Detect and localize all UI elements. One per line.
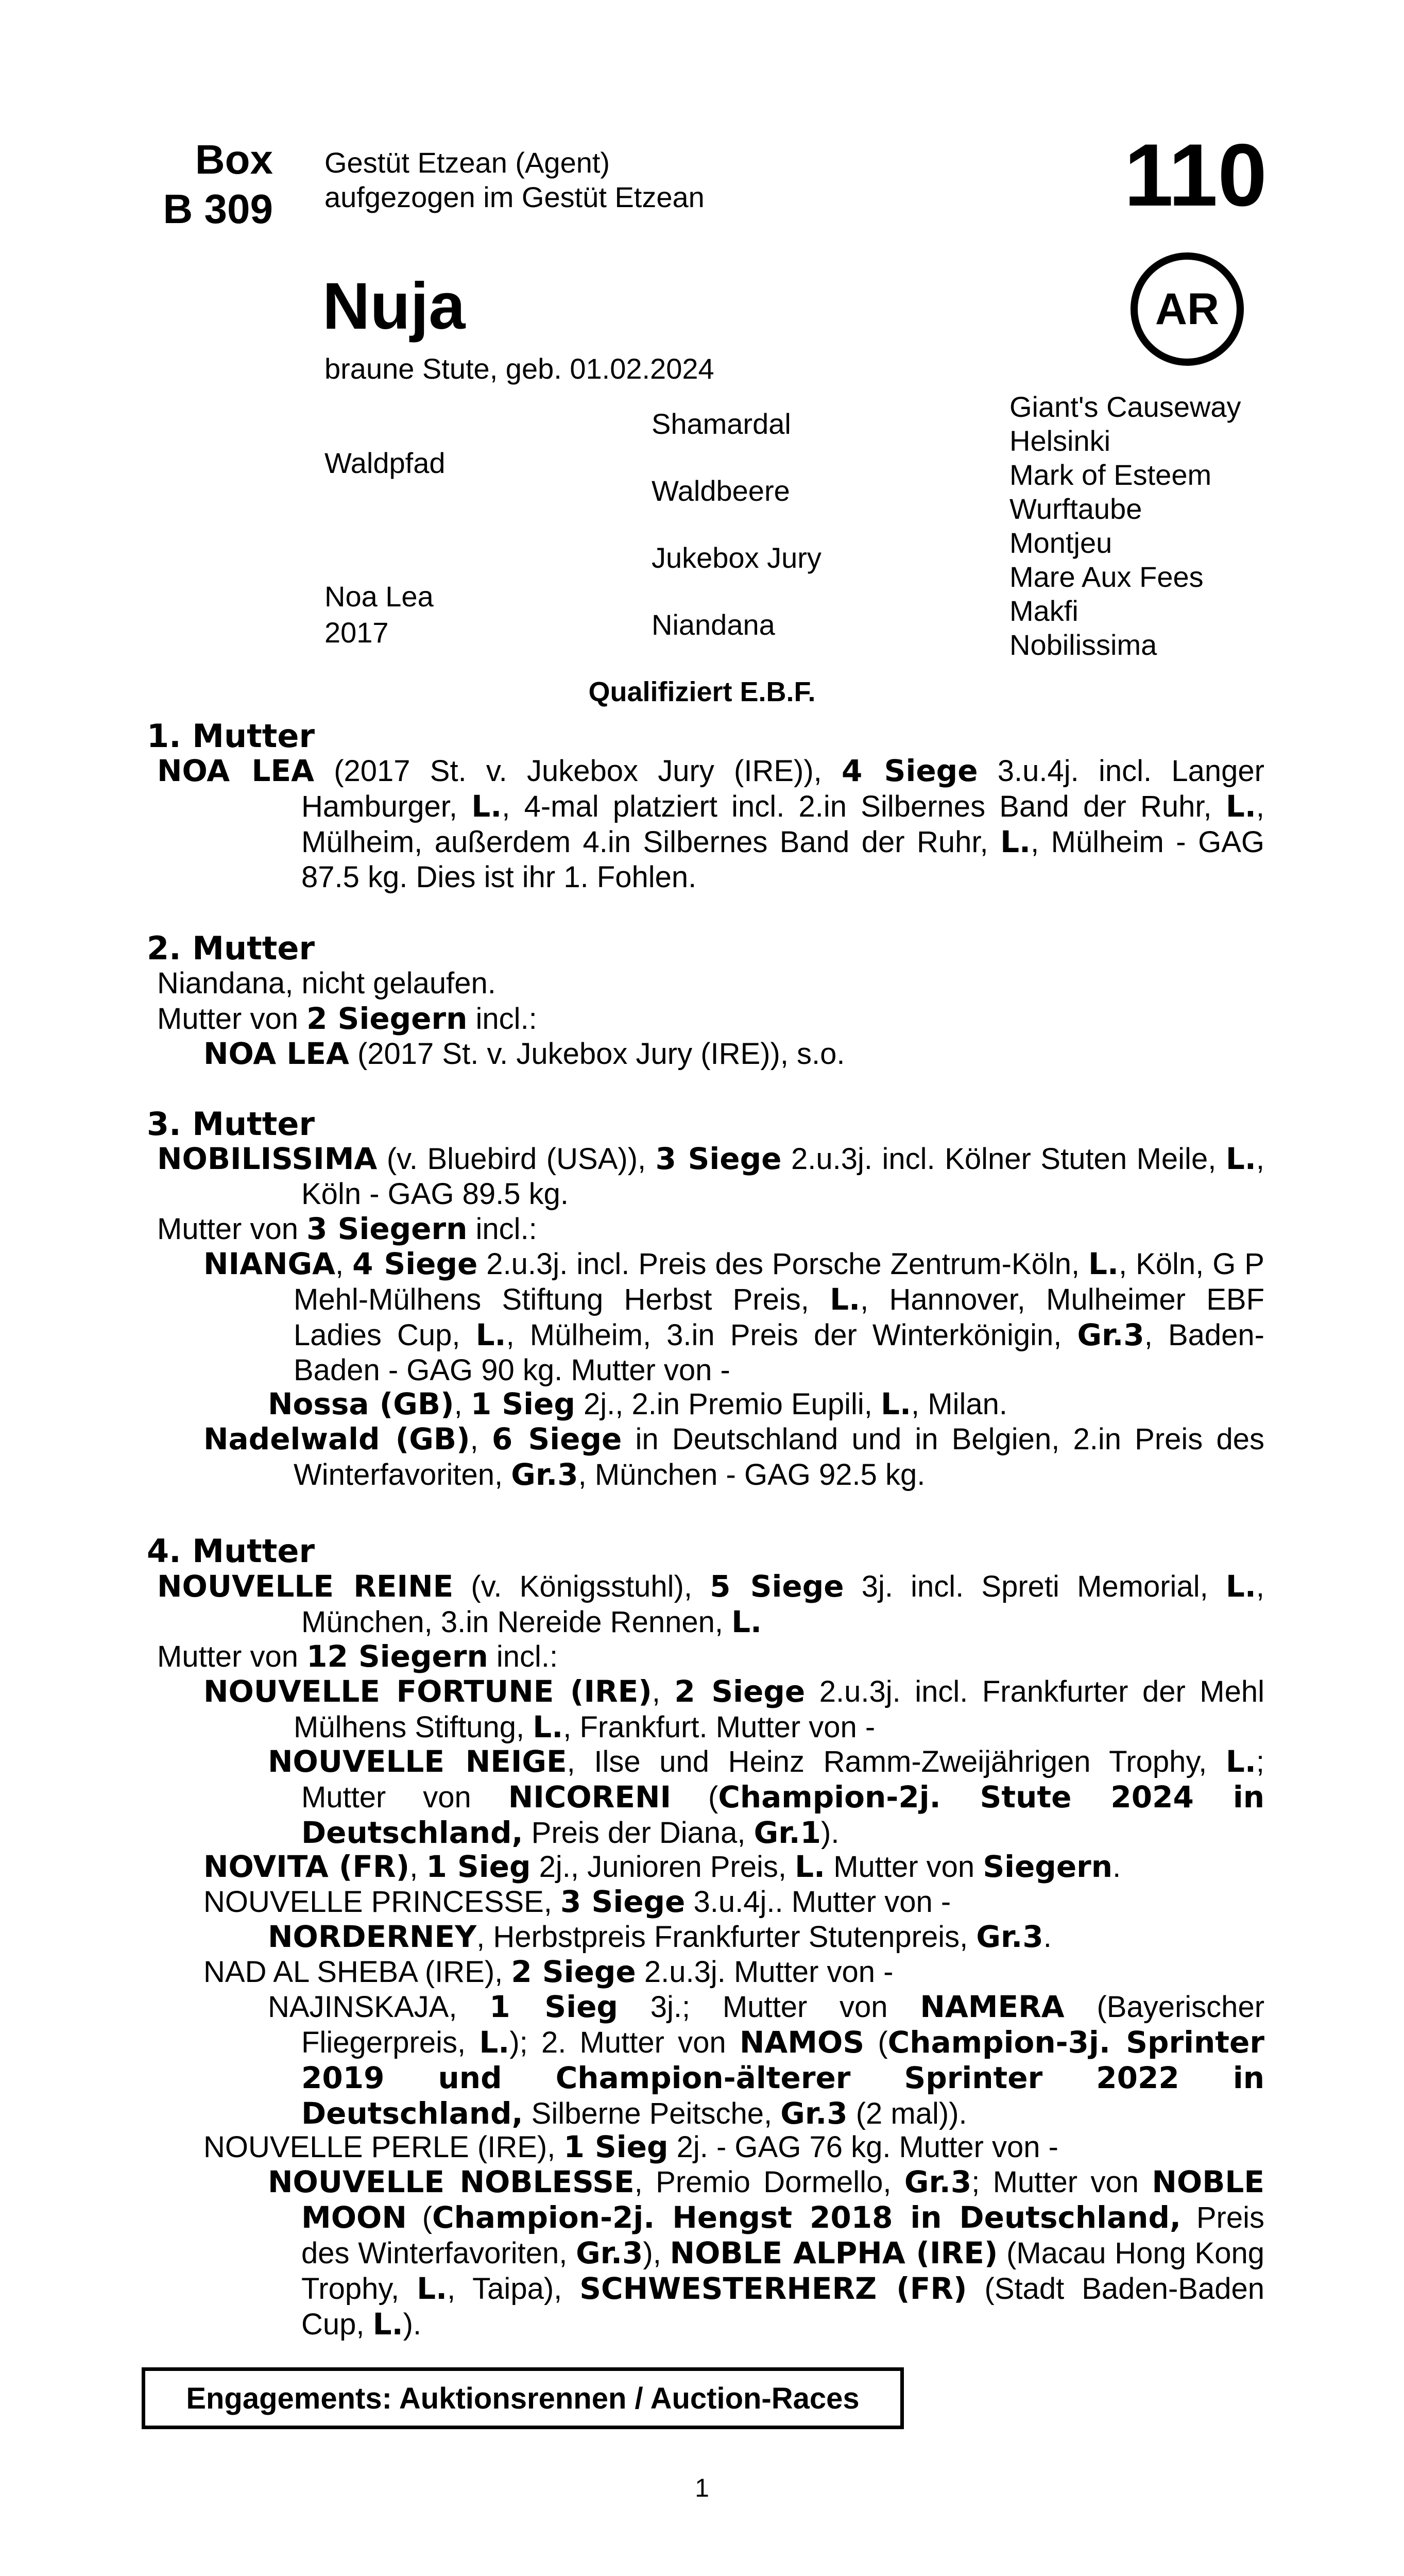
bold-text-run: Gr.3: [976, 1919, 1043, 1954]
text-run: (: [406, 2201, 433, 2234]
box-label: [103, 135, 273, 234]
text-run: (Bayerischer Fliegerpreis,: [301, 1990, 1265, 2059]
mutter4-offspring-neige: [268, 1744, 1264, 1851]
text-run: 3j. incl. Spreti Memorial,: [844, 1570, 1226, 1603]
bold-text-run: NICORENI: [508, 1780, 672, 1815]
text-run: .: [1043, 1920, 1052, 1954]
mutter4-offspring-najinskaja: [268, 1989, 1264, 2131]
bold-text-run: 1 Sieg: [563, 2129, 669, 2164]
text-run: , Milan.: [911, 1387, 1007, 1421]
text-run: (2017 St. v. Jukebox Jury (IRE)), s.o.: [349, 1037, 845, 1071]
section-title-mutter-4: 4. Mutter: [147, 1532, 315, 1570]
text-run: NAJINSKAJA,: [268, 1990, 490, 2024]
text-run: (v. Königsstuhl),: [453, 1570, 710, 1603]
text-run: ,: [409, 1850, 426, 1884]
bold-text-run: L.: [1088, 1246, 1119, 1281]
bold-text-run: Champion-3j. Sprinter 2019 und Champion-älterer Sprinter 2022 in Deutschland,: [301, 2025, 1264, 2131]
bold-text-run: 2 Siege: [674, 1674, 806, 1709]
mutter4-entry: [157, 1569, 1264, 1640]
bold-text-run: NOUVELLE REINE: [157, 1569, 454, 1604]
text-run: (2 mal)).: [847, 2097, 967, 2130]
text-run: , 4-mal platziert incl. 2.in Silbernes Band der Ruhr,: [502, 790, 1226, 823]
bold-text-run: L.: [1225, 1744, 1256, 1779]
pedigree-gen3-item: Makfi: [1009, 595, 1078, 627]
pedigree-gen3-item: Nobilissima: [1009, 629, 1157, 661]
text-run: , Baden-Baden - GAG 90 kg. Mutter von -: [294, 1318, 1265, 1387]
ar-badge-text: AR: [1155, 284, 1220, 334]
text-run: in Deutschland und in Belgien, 2.in Preis des Winterfavoriten,: [294, 1422, 1264, 1492]
ar-badge: [1131, 252, 1244, 366]
horse-name: Nuja: [322, 269, 466, 343]
text-run: incl.:: [467, 1212, 537, 1246]
bold-text-run: NORDERNEY: [268, 1919, 477, 1954]
mutter1-entry: [157, 753, 1264, 895]
bold-text-run: NOBILISSIMA: [157, 1141, 378, 1176]
mutter3-offspring-intro: [157, 1211, 537, 1247]
text-run: , Hannover, Mulheimer EBF Ladies Cup,: [294, 1283, 1264, 1352]
text-run: , Frankfurt. Mutter von -: [563, 1710, 876, 1744]
mutter4-offspring-fortune: [203, 1674, 1264, 1745]
bold-text-run: L.: [1225, 789, 1256, 824]
bold-text-run: 2 Siegern: [306, 1001, 468, 1036]
text-run: NOUVELLE PRINCESSE,: [203, 1885, 560, 1919]
bold-text-run: 1 Sieg: [470, 1386, 575, 1421]
bold-text-run: Nossa (GB): [268, 1386, 454, 1421]
text-run: (v. Bluebird (USA)),: [377, 1142, 656, 1176]
bold-text-run: NOA LEA: [157, 753, 314, 788]
text-run: (: [864, 2026, 888, 2059]
mutter2-line2: [157, 1001, 537, 1037]
text-run: 3j.; Mutter von: [618, 1990, 920, 2024]
bold-text-run: L.: [1000, 824, 1031, 859]
text-run: , München - GAG 92.5 kg.: [578, 1458, 926, 1492]
bold-text-run: 3 Siegern: [306, 1211, 468, 1246]
text-run: 2j., 2.in Premio Eupili,: [575, 1387, 881, 1421]
bold-text-run: 3 Siege: [560, 1884, 686, 1919]
bold-text-run: NOUVELLE FORTUNE (IRE): [203, 1674, 652, 1709]
pedigree-gen2-2: Waldbeere: [652, 474, 790, 507]
text-run: ,: [454, 1387, 471, 1421]
text-run: , Premio Dormello,: [634, 2165, 904, 2199]
bold-text-run: Siegern: [983, 1849, 1113, 1884]
bold-text-run: NOBLE MOON: [301, 2164, 1265, 2235]
pedigree-gen3-item: Giant's Causeway: [1009, 391, 1241, 423]
bold-text-run: Gr.3: [904, 2164, 972, 2199]
text-run: ,: [652, 1675, 675, 1708]
text-run: (: [671, 1781, 718, 1814]
section-title-mutter-2: 2. Mutter: [147, 929, 315, 967]
bold-text-run: L.: [830, 1282, 861, 1317]
mutter3-offspring-nadelwald: [203, 1421, 1264, 1493]
text-run: , Mülheim - GAG 87.5 kg. Dies ist ihr 1. Fohlen.: [301, 825, 1264, 894]
text-run: ,: [470, 1422, 492, 1456]
bold-text-run: Gr.3: [780, 2096, 848, 2131]
bold-text-run: L.: [479, 2025, 510, 2060]
text-run: (Stadt Baden-Baden Cup,: [301, 2272, 1264, 2341]
mutter4-offspring-perle: [203, 2129, 1058, 2165]
pedigree-gen3: [1009, 390, 1241, 662]
pedigree-gen3-item: Mare Aux Fees: [1009, 561, 1204, 593]
text-run: Mutter von: [157, 1002, 307, 1036]
text-run: , Mülheim, außerdem 4.in Silbernes Band der Ruhr,: [301, 790, 1264, 859]
section-title-mutter-3: 3. Mutter: [147, 1105, 315, 1143]
bold-text-run: NOUVELLE NOBLESSE: [268, 2164, 635, 2199]
text-run: Mutter von: [825, 1850, 983, 1884]
mutter4-offspring-norderney: [268, 1919, 1052, 1955]
text-run: ; Mutter von: [971, 2165, 1152, 2199]
bold-text-run: Gr.3: [511, 1457, 578, 1492]
text-run: ),: [643, 2236, 670, 2270]
bold-text-run: 4 Siege: [842, 753, 978, 788]
bold-text-run: Gr.1: [754, 1815, 821, 1850]
text-run: Niandana, nicht gelaufen.: [157, 967, 496, 1000]
bold-text-run: NOVITA (FR): [203, 1849, 410, 1884]
consignor: Gestüt Etzean (Agent): [324, 146, 610, 179]
text-run: , Köln - GAG 89.5 kg.: [301, 1142, 1264, 1211]
bold-text-run: 2 Siege: [511, 1954, 636, 1989]
bold-text-run: L.: [372, 2307, 403, 2342]
pedigree-gen2-4: Niandana: [652, 608, 775, 641]
pedigree-gen3-item: Wurftaube: [1009, 493, 1142, 525]
pedigree-gen3-item: Helsinki: [1009, 425, 1111, 457]
text-run: , Mülheim, 3.in Preis der Winterkönigin,: [506, 1318, 1077, 1352]
bold-text-run: 3 Siege: [655, 1141, 782, 1176]
text-run: , Taipa),: [447, 2272, 580, 2306]
bold-text-run: Champion-2j. Stute 2024 in Deutschland,: [301, 1780, 1264, 1850]
text-run: ; Mutter von: [301, 1745, 1264, 1814]
bold-text-run: NOA LEA: [203, 1036, 349, 1071]
bold-text-run: Nadelwald (GB): [203, 1421, 470, 1456]
text-run: , Ilse und Heinz Ramm-Zweijährigen Trophy,: [567, 1745, 1226, 1778]
text-run: Mutter von: [157, 1212, 307, 1246]
pedigree-dam: Noa Lea: [324, 580, 434, 613]
bold-text-run: 5 Siege: [710, 1569, 844, 1604]
section-title-mutter-1: 1. Mutter: [147, 717, 315, 755]
text-run: incl.:: [488, 1640, 558, 1673]
bold-text-run: L.: [881, 1386, 912, 1421]
bold-text-run: SCHWESTERHERZ (FR): [579, 2271, 967, 2306]
text-run: Mutter von: [157, 1640, 307, 1673]
bold-text-run: Champion-2j. Hengst 2018 in Deutschland,: [432, 2200, 1182, 2235]
bold-text-run: NIANGA: [203, 1246, 336, 1281]
mutter4-offspring-novita: [203, 1849, 1121, 1885]
text-run: ,: [335, 1247, 353, 1281]
text-run: 2.u.3j. incl. Frankfurter der Mehl Mülhens Stiftung,: [294, 1675, 1264, 1744]
text-run: , Herbstpreis Frankfurter Stutenpreis,: [476, 1920, 977, 1954]
bold-text-run: 1 Sieg: [489, 1989, 618, 2024]
engagements-box: [142, 2367, 904, 2429]
text-run: NAD AL SHEBA (IRE),: [203, 1955, 511, 1989]
pedigree-gen3-item: Montjeu: [1009, 527, 1112, 559]
text-run: 2.u.3j. incl. Preis des Porsche Zentrum-Köln,: [477, 1247, 1089, 1281]
bold-text-run: L.: [533, 1709, 563, 1744]
bold-text-run: 4 Siege: [352, 1246, 478, 1281]
bold-text-run: Gr.3: [1077, 1317, 1144, 1352]
bold-text-run: L.: [795, 1849, 826, 1884]
bold-text-run: NAMERA: [920, 1989, 1065, 2024]
text-run: Silberne Peitsche,: [523, 2097, 781, 2130]
bred-at: aufgezogen im Gestüt Etzean: [324, 181, 705, 213]
mutter4-offspring-nad-al-sheba: [203, 1954, 893, 1990]
bold-text-run: L.: [471, 789, 502, 824]
bold-text-run: NAMOS: [739, 2025, 865, 2060]
text-run: 2.u.3j. Mutter von -: [636, 1955, 894, 1989]
mutter3-entry: [157, 1141, 1264, 1212]
text-run: 3.u.4j. incl. Langer Hamburger,: [301, 754, 1264, 823]
pedigree-dam-year: 2017: [324, 616, 389, 649]
pedigree-gen3-item: Mark of Esteem: [1009, 459, 1212, 491]
qualification: Qualifiziert E.B.F.: [588, 676, 816, 707]
bold-text-run: 6 Siege: [491, 1421, 622, 1456]
text-run: , München, 3.in Nereide Rennen,: [301, 1570, 1264, 1639]
text-run: ); 2. Mutter von: [509, 2026, 740, 2059]
mutter4-offspring-intro: [157, 1639, 558, 1674]
bold-text-run: L.: [1225, 1141, 1256, 1176]
box-number: B 309: [163, 186, 273, 232]
text-run: 2.u.3j. incl. Kölner Stuten Meile,: [781, 1142, 1226, 1176]
text-run: ).: [821, 1816, 840, 1850]
text-run: incl.:: [467, 1002, 537, 1036]
engagements-text: Engagements: Auktionsrennen / Auction-Races: [186, 2381, 860, 2415]
page-number: 1: [695, 2473, 709, 2502]
mutter4-offspring-noblesse: [268, 2164, 1264, 2342]
lot-number: 110: [1124, 126, 1267, 225]
bold-text-run: L.: [475, 1317, 506, 1352]
bold-text-run: L.: [1225, 1569, 1256, 1604]
bold-text-run: L.: [417, 2271, 448, 2306]
bold-text-run: L.: [731, 1604, 762, 1639]
mutter2-line1: [157, 966, 496, 1001]
text-run: 3.u.4j.. Mutter von -: [685, 1885, 951, 1919]
bold-text-run: NOUVELLE NEIGE: [268, 1744, 567, 1779]
text-run: (Macau Hong Kong Trophy,: [301, 2236, 1265, 2306]
text-run: NOUVELLE PERLE (IRE),: [203, 2130, 564, 2164]
text-run: , Köln, G P Mehl-Mülhens Stiftung Herbst Preis,: [294, 1247, 1264, 1316]
box-label-text: Box: [195, 137, 273, 182]
text-run: .: [1112, 1850, 1121, 1884]
text-run: Preis des Winterfavoriten,: [301, 2201, 1264, 2270]
text-run: (2017 St. v. Jukebox Jury (IRE)),: [314, 754, 842, 788]
pedigree-sire: Waldpfad: [324, 447, 446, 479]
mutter3-offspring-nianga: [203, 1246, 1264, 1388]
pedigree-gen2-1: Shamardal: [652, 408, 791, 440]
text-run: 2j. - GAG 76 kg. Mutter von -: [668, 2130, 1058, 2164]
mutter4-offspring-princesse: [203, 1884, 951, 1920]
horse-description: braune Stute, geb. 01.02.2024: [324, 352, 714, 385]
mutter3-offspring-nossa: [268, 1386, 1007, 1422]
bold-text-run: 12 Siegern: [306, 1639, 488, 1674]
pedigree-gen2-3: Jukebox Jury: [652, 541, 821, 574]
mutter2-line3: [203, 1036, 845, 1072]
text-run: 2j., Junioren Preis,: [530, 1850, 795, 1884]
text-run: ).: [403, 2308, 422, 2341]
text-run: Preis der Diana,: [523, 1816, 754, 1850]
bold-text-run: NOBLE ALPHA (IRE): [670, 2235, 998, 2270]
bold-text-run: Gr.3: [576, 2235, 643, 2270]
bold-text-run: 1 Sieg: [426, 1849, 531, 1884]
